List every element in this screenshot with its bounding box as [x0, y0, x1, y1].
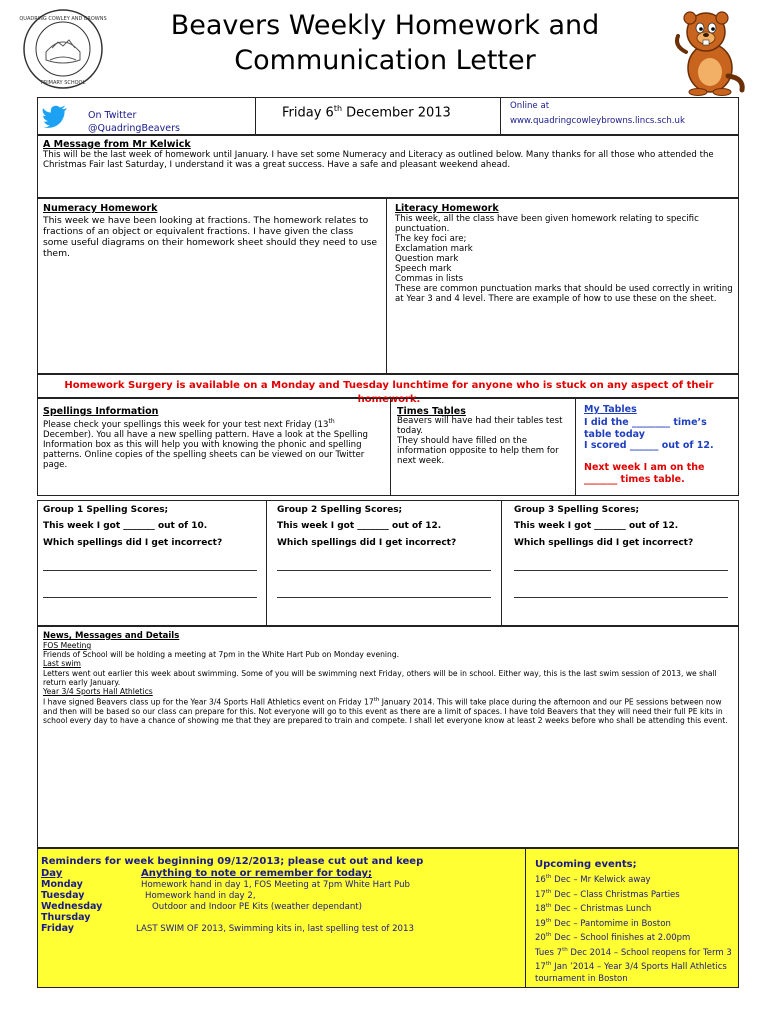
group-2-section — [266, 500, 502, 626]
reminder-note: LAST SWIM OF 2013, Swimming kits in, last spelling test of 2013 — [136, 924, 414, 934]
letter-date — [282, 104, 451, 120]
website-link[interactable]: www.quadringcowleybrowns.lincs.sch.uk — [510, 116, 685, 126]
group-2-heading: Group 2 Spelling Scores; — [277, 505, 403, 515]
date-prefix: Friday 6 — [282, 105, 334, 121]
events-list — [535, 872, 735, 985]
athletics-sup: th — [373, 697, 380, 704]
info-divider-1 — [255, 97, 256, 135]
literacy-section — [386, 198, 739, 374]
event-item: 20th Dec – School finishes at 2.00pm — [535, 932, 691, 943]
literacy-line: Question mark — [395, 254, 459, 264]
athletics-heading: Year 3/4 Sports Hall Athletics — [43, 687, 153, 697]
numeracy-section — [37, 198, 387, 374]
reminder-note: Homework hand in day 1, FOS Meeting at 7pm White Hart Pub — [141, 880, 410, 890]
my-tables-line-3: Next week I am on the _______ times table. — [584, 462, 705, 485]
times-tables-text-1: Beavers will have had their tables test today. — [397, 416, 563, 436]
reminder-day: Wednesday — [41, 901, 103, 912]
reminder-day: Thursday — [41, 912, 91, 923]
group-3-question: Which spellings did I get incorrect? — [514, 538, 694, 548]
times-tables-text — [397, 416, 569, 466]
page-title — [110, 8, 660, 78]
reminder-day: Tuesday — [41, 890, 85, 901]
beaver-mascot — [668, 6, 748, 96]
swim-heading: Last swim — [43, 659, 81, 669]
twitter-handle-link[interactable]: @QuadringBeavers — [88, 123, 180, 134]
my-tables-section — [575, 398, 739, 496]
times-tables-section — [390, 398, 576, 496]
literacy-line: Commas in lists — [395, 274, 464, 284]
event-item: 16th Dec – Mr Kelwick away — [535, 874, 651, 885]
numeracy-text: This week we have been looking at fractions. The homework relates to fractions of an object or equivalent fractions. I have given the class some useful diagrams on their homework sheet should they need to use them. — [43, 215, 378, 259]
reminders-section — [37, 848, 526, 988]
info-divider-2 — [500, 97, 501, 135]
times-tables-heading: Times Tables — [397, 406, 466, 417]
reminders-col-day: Day — [41, 868, 63, 879]
fos-heading: FOS Meeting — [43, 641, 92, 650]
reminder-day: Friday — [41, 923, 74, 934]
answer-line[interactable] — [277, 570, 491, 571]
group-3-score: This week I got _______ out of 12. — [514, 521, 679, 531]
group-3-heading: Group 3 Spelling Scores; — [514, 505, 640, 515]
event-item: 17th Dec – Class Christmas Parties — [535, 888, 680, 900]
svg-text:QUADRING COWLEY AND BROWNS: QUADRING COWLEY AND BROWNS — [19, 16, 107, 22]
reminder-note: Homework hand in day 2, — [145, 891, 256, 901]
date-suffix: th — [333, 104, 343, 113]
beaver-icon — [668, 6, 748, 96]
twitter-bird-icon — [42, 105, 68, 127]
group-3-section — [501, 500, 739, 626]
group-2-score: This week I got _______ out of 12. — [277, 521, 442, 531]
news-body — [43, 641, 735, 725]
surgery-text: Homework Surgery is available on a Monday and Tuesday lunchtime for anyone who is stuck on any aspect of their homework. — [64, 380, 714, 405]
group-2-question: Which spellings did I get incorrect? — [277, 538, 457, 548]
literacy-line: These are common punctuation marks that should be used correctly in writing at Year 3 and 4 level. There are example of how to use these on the sheet. — [395, 284, 733, 304]
reminder-day: Monday — [41, 879, 83, 890]
surgery-banner — [37, 374, 739, 405]
swim-text: Letters went out earlier this week about swimming. Some of you will be swimming next Friday, others will be in school. Either way, this is the last swim session of 2013, we shall return early January. — [43, 668, 717, 687]
my-tables-heading: My Tables — [584, 404, 637, 415]
fos-text: Friends of School will be holding a meeting at 7pm in the White Hart Pub on Monday evening. — [43, 650, 400, 660]
numeracy-heading: Numeracy Homework — [43, 203, 158, 214]
answer-line[interactable] — [43, 597, 257, 598]
events-heading: Upcoming events; — [535, 859, 637, 870]
date-rest: December 2013 — [342, 105, 451, 121]
literacy-line: This week, all the class have been given homework relating to specific punctuation. — [395, 214, 699, 234]
group-1-section — [37, 500, 267, 626]
online-label: Online at — [510, 101, 550, 111]
my-tables-line-2: I scored ______ out of 12. — [584, 440, 714, 451]
group-1-score: This week I got _______ out of 10. — [43, 521, 208, 531]
athletics-text-b: January 2014. This will take place during the afternoon and our PE sessions between now and then will be based so our class can prepare for this. Not everyone will go to this event as there are a limit of spaces. I have told Beavers that they will need their full PE kits in school every day to have a chance of showing me that they are prepared to train and compete. I shall let everyone know at least 2 weeks before who shall be attending this event. — [43, 697, 728, 726]
event-item: 19th Dec – Pantomime in Boston — [535, 917, 671, 929]
message-heading: A Message from Mr Kelwick — [43, 139, 191, 150]
message-text: This will be the last week of homework until January. I have set some Numeracy and Literacy as outlined below. Many thanks for all those who attended the Christmas Fair last Saturday, I understand it was a great success. Have a safe and pleasant weekend ahead. — [43, 150, 714, 170]
school-crest — [19, 8, 107, 90]
answer-line[interactable] — [277, 597, 491, 598]
spellings-text — [43, 417, 383, 470]
reminders-col-note: Anything to note or remember for today; — [141, 868, 373, 879]
spellings-heading: Spellings Information — [43, 406, 159, 417]
reminder-note: Outdoor and Indoor PE Kits (weather dependant) — [152, 902, 363, 912]
answer-line[interactable] — [43, 570, 257, 571]
twitter-label: On Twitter — [88, 110, 137, 121]
answer-line[interactable] — [514, 570, 728, 571]
event-item: Tues 7th Dec 2014 – School reopens for Term 3 — [535, 946, 732, 958]
athletics-text-a: I have signed Beavers class up for the Year 3/4 Sports Hall Athletics event on Friday 17 — [43, 697, 374, 707]
my-tables-line-1: I did the ________ time’s table today — [584, 417, 707, 440]
literacy-line: The key foci are; — [395, 234, 467, 244]
event-item: 18th Dec – Christmas Lunch — [535, 903, 652, 914]
events-section — [525, 848, 739, 988]
literacy-line: Exclamation mark — [395, 244, 473, 254]
title-line-2: Communication Letter — [234, 45, 536, 76]
svg-text:PRIMARY SCHOOL: PRIMARY SCHOOL — [40, 80, 86, 86]
literacy-text — [395, 214, 733, 304]
group-1-question: Which spellings did I get incorrect? — [43, 538, 223, 548]
news-section — [37, 626, 739, 848]
spellings-section — [37, 398, 391, 496]
group-1-heading: Group 1 Spelling Scores; — [43, 505, 169, 515]
literacy-heading: Literacy Homework — [395, 203, 499, 214]
literacy-line: Speech mark — [395, 264, 452, 274]
spellings-text-b: December). You all have a new spelling pattern. Have a look at the Spelling Information box as this will help you with knowing the phonic and spelling patterns. Online copies of the spelling sheets can be viewed on our Twitter page. — [43, 429, 368, 470]
school-crest-icon — [19, 8, 107, 90]
message-section — [37, 135, 739, 198]
answer-line[interactable] — [514, 597, 728, 598]
athletics-text — [43, 696, 735, 725]
twitter-section — [38, 98, 250, 134]
spellings-text-a: Please check your spellings this week for your test next Friday (13 — [43, 419, 329, 430]
event-item: 17th Jan ’2014 – Year 3/4 Sports Hall Athletics tournament in Boston — [535, 961, 727, 984]
news-heading: News, Messages and Details — [43, 631, 180, 641]
times-tables-text-2: They should have filled on the information opposite to help them for next week. — [397, 436, 559, 466]
title-line-1: Beavers Weekly Homework and — [170, 10, 600, 41]
reminders-heading: Reminders for week beginning 09/12/2013; please cut out and keep — [41, 856, 424, 867]
spellings-sup: th — [328, 418, 335, 425]
